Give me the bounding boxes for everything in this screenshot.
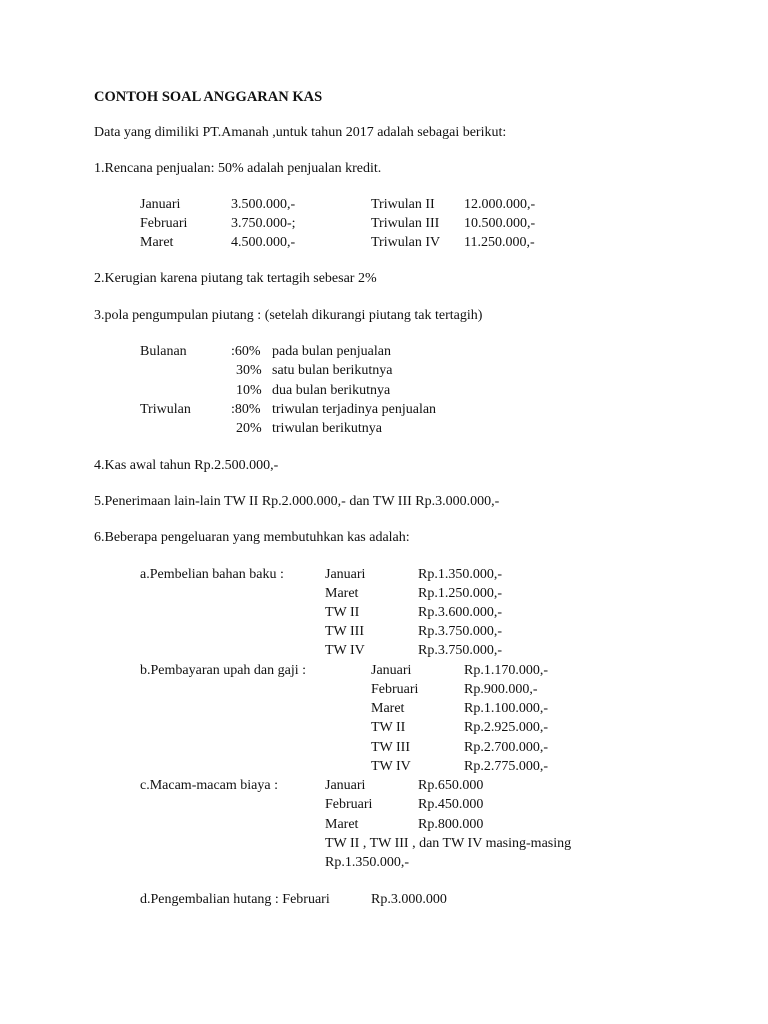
expense-period: Maret bbox=[325, 586, 359, 601]
bulanan-label: Bulanan bbox=[140, 344, 187, 359]
expense-amount: Rp.1.350.000,- bbox=[418, 567, 502, 582]
expense-b-label: b.Pembayaran upah dan gaji : bbox=[140, 663, 307, 678]
collection-desc: triwulan terjadinya penjualan bbox=[272, 402, 437, 417]
expense-amount: Rp.2.925.000,- bbox=[464, 720, 548, 735]
expense-amount: Rp.450.000 bbox=[418, 797, 484, 812]
expense-period: Februari bbox=[325, 797, 373, 812]
expense-amount: Rp.3.600.000,- bbox=[418, 605, 502, 620]
expense-c-note-amount: Rp.1.350.000,- bbox=[325, 855, 409, 870]
expense-period: Februari bbox=[371, 682, 419, 697]
expense-period: TW II bbox=[371, 720, 406, 735]
expense-period: TW III bbox=[371, 740, 410, 755]
expense-c-label: c.Macam-macam biaya : bbox=[140, 778, 278, 793]
item2-text: 2.Kerugian karena piutang tak tertagih sebesar 2% bbox=[94, 271, 377, 286]
expense-c-note: TW II , TW III , dan TW IV masing-masing bbox=[325, 836, 572, 851]
item4-text: 4.Kas awal tahun Rp.2.500.000,- bbox=[94, 458, 279, 473]
expense-period: TW IV bbox=[371, 759, 411, 774]
expense-amount: Rp.3.750.000,- bbox=[418, 643, 502, 658]
item6-heading: 6.Beberapa pengeluaran yang membutuhkan kas adalah: bbox=[94, 530, 410, 545]
expense-d-label: d.Pengembalian hutang : Februari bbox=[140, 892, 330, 907]
item3-heading: 3.pola pengumpulan piutang : (setelah dikurangi piutang tak tertagih) bbox=[94, 308, 483, 323]
expense-amount: Rp.3.000.000 bbox=[371, 892, 447, 907]
expense-amount: Rp.1.100.000,- bbox=[464, 701, 548, 716]
expense-period: Januari bbox=[371, 663, 412, 678]
expense-period: Januari bbox=[325, 778, 366, 793]
expense-amount: Rp.3.750.000,- bbox=[418, 624, 502, 639]
expense-period: TW II bbox=[325, 605, 360, 620]
expense-period: Maret bbox=[371, 701, 405, 716]
collection-pct: 20% bbox=[236, 421, 262, 436]
quarterly-label: Triwulan III bbox=[371, 216, 440, 231]
monthly-value: 4.500.000,- bbox=[231, 235, 296, 250]
item1-heading: 1.Rencana penjualan: 50% adalah penjualan kredit. bbox=[94, 161, 382, 176]
collection-desc: dua bulan berikutnya bbox=[272, 383, 391, 398]
expense-a-label: a.Pembelian bahan baku : bbox=[140, 567, 284, 582]
monthly-label: Maret bbox=[140, 235, 174, 250]
collection-pct: 10% bbox=[236, 383, 262, 398]
expense-period: TW IV bbox=[325, 643, 365, 658]
quarterly-value: 12.000.000,- bbox=[464, 197, 536, 212]
expense-period: Maret bbox=[325, 817, 359, 832]
expense-amount: Rp.800.000 bbox=[418, 817, 484, 832]
collection-desc: satu bulan berikutnya bbox=[272, 363, 393, 378]
expense-period: Januari bbox=[325, 567, 366, 582]
quarterly-label: Triwulan IV bbox=[371, 235, 441, 250]
monthly-value: 3.500.000,- bbox=[231, 197, 296, 212]
collection-pct: :60% bbox=[231, 344, 261, 359]
monthly-label: Januari bbox=[140, 197, 181, 212]
expense-amount: Rp.900.000,- bbox=[464, 682, 538, 697]
triwulan-label: Triwulan bbox=[140, 402, 191, 417]
quarterly-value: 11.250.000,- bbox=[464, 235, 535, 250]
collection-desc: triwulan berikutnya bbox=[272, 421, 383, 436]
document-title: CONTOH SOAL ANGGARAN KAS bbox=[94, 89, 323, 105]
expense-period: TW III bbox=[325, 624, 364, 639]
monthly-label: Februari bbox=[140, 216, 188, 231]
quarterly-value: 10.500.000,- bbox=[464, 216, 536, 231]
collection-pct: :80% bbox=[231, 402, 261, 417]
expense-amount: Rp.2.700.000,- bbox=[464, 740, 548, 755]
item5-text: 5.Penerimaan lain-lain TW II Rp.2.000.000,- dan TW III Rp.3.000.000,- bbox=[94, 494, 500, 509]
expense-amount: Rp.1.170.000,- bbox=[464, 663, 548, 678]
expense-amount: Rp.2.775.000,- bbox=[464, 759, 548, 774]
expense-amount: Rp.650.000 bbox=[418, 778, 484, 793]
expense-amount: Rp.1.250.000,- bbox=[418, 586, 502, 601]
monthly-value: 3.750.000-; bbox=[231, 216, 296, 231]
quarterly-label: Triwulan II bbox=[371, 197, 435, 212]
collection-pct: 30% bbox=[236, 363, 262, 378]
collection-desc: pada bulan penjualan bbox=[272, 344, 391, 359]
intro-text: Data yang dimiliki PT.Amanah ,untuk tahun 2017 adalah sebagai berikut: bbox=[94, 125, 507, 140]
